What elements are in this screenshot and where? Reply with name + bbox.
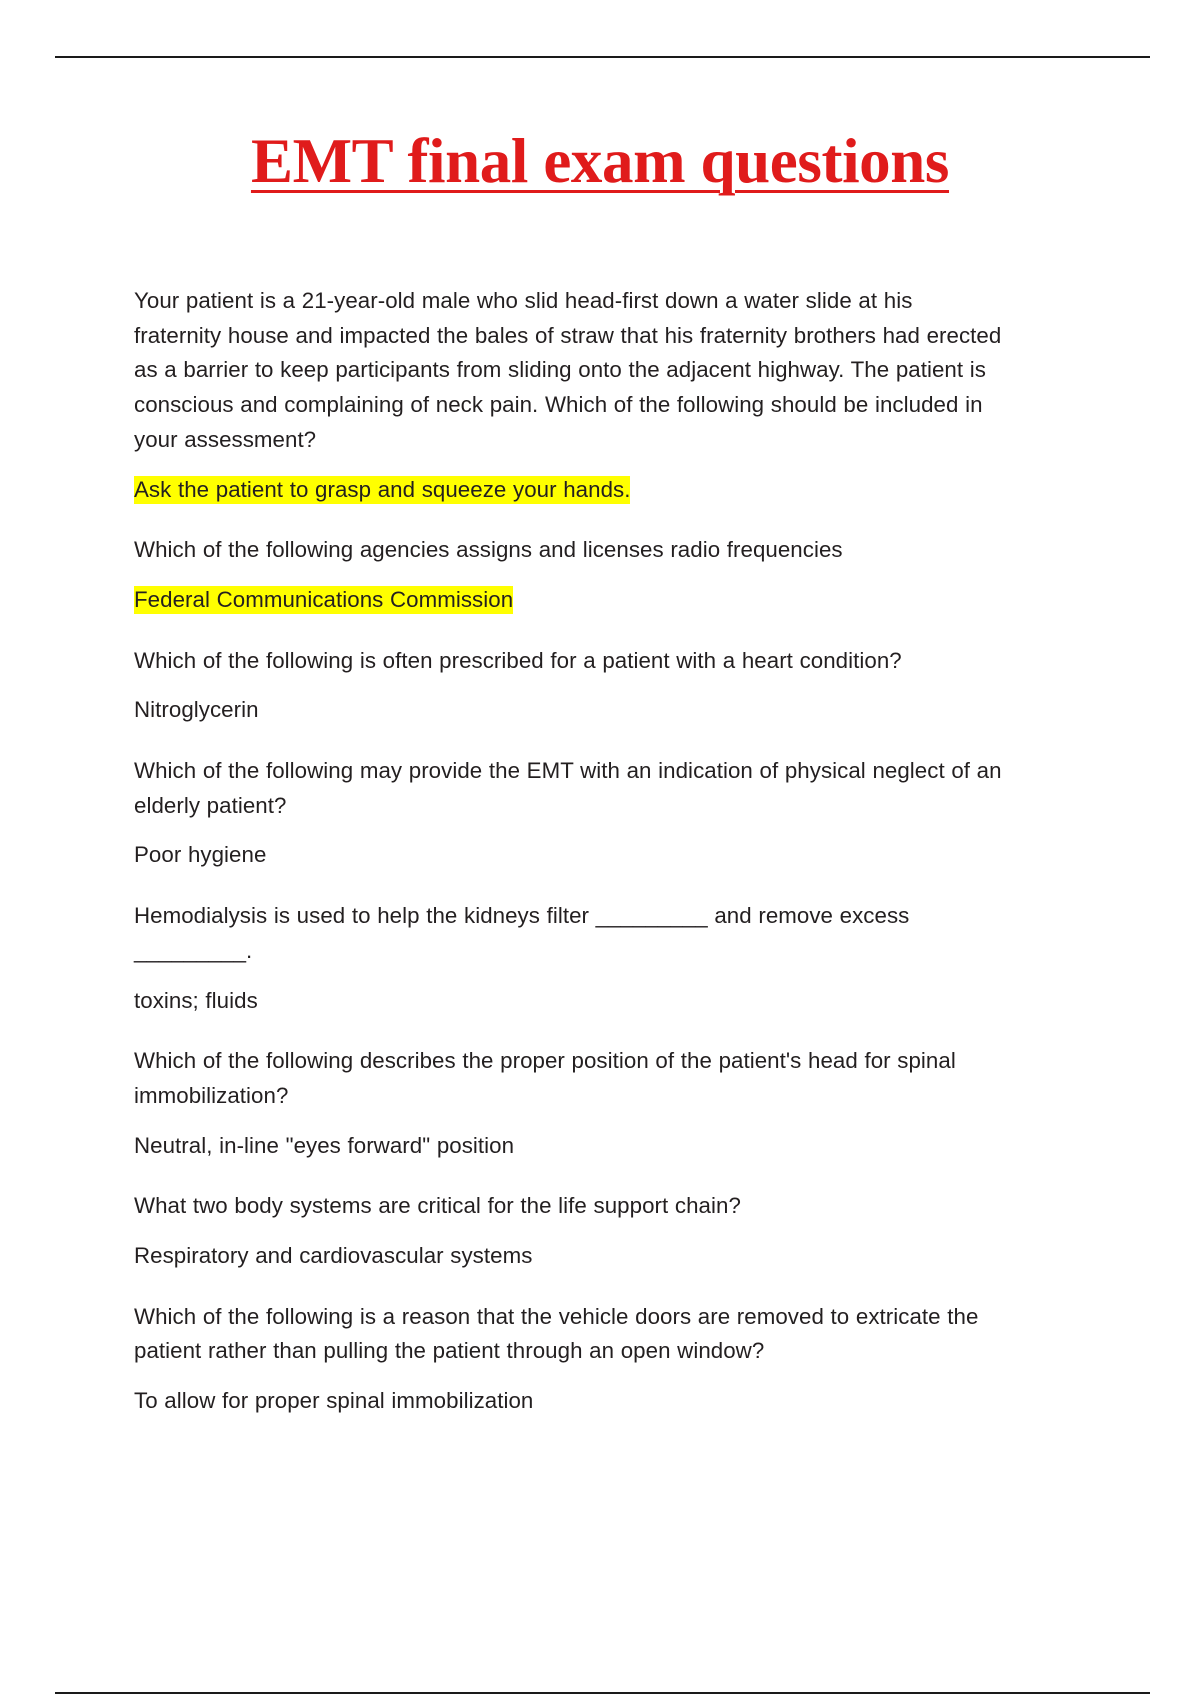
answer-paragraph	[134, 473, 1006, 508]
question-paragraph: What two body systems are critical for the life support chain?	[134, 1193, 741, 1219]
footer-rule	[55, 1692, 1150, 1694]
page-title: EMT final exam questions	[250, 126, 950, 196]
answer-paragraph: Neutral, in-line "eyes forward" position	[134, 1132, 515, 1158]
answer-paragraph: To allow for proper spinal immobilization	[134, 1388, 534, 1414]
question-paragraph: Your patient is a 21-year-old male who slid head-first down a water slide at his fraternity house and impacted the bales of straw that his fraternity brothers had erected as a barrier to keep participants from sliding onto the adjacent highway. The patient is conscious and complaining of neck pain. Which of the following should be included in your assessment?	[134, 288, 1002, 452]
question-paragraph: Which of the following agencies assigns and licenses radio frequencies	[134, 537, 843, 563]
question-paragraph: Which of the following may provide the EMT with an indication of physical neglect of an elderly patient?	[134, 758, 1002, 818]
question-paragraph: Which of the following is a reason that the vehicle doors are removed to extricate the patient rather than pulling the patient through an open window?	[134, 1303, 979, 1364]
question-paragraph: Which of the following describes the proper position of the patient's head for spinal immobilization?	[134, 1048, 956, 1108]
page-title-container	[0, 128, 1200, 195]
answer-paragraph: Respiratory and cardiovascular systems	[134, 1243, 533, 1269]
highlight-mark: Ask the patient to grasp and squeeze your hands.	[134, 476, 631, 502]
document-body	[134, 284, 1006, 1445]
answer-paragraph: Nitroglycerin	[134, 697, 259, 723]
question-paragraph: Hemodialysis is used to help the kidneys filter _________ and remove excess _________.	[134, 903, 910, 963]
highlight-mark: Federal Communications Commission	[134, 586, 514, 612]
answer-paragraph: toxins; fluids	[134, 987, 258, 1013]
question-paragraph: Which of the following is often prescribed for a patient with a heart condition?	[134, 647, 902, 673]
answer-paragraph	[134, 583, 1006, 618]
answer-paragraph: Poor hygiene	[134, 842, 267, 868]
header-rule	[55, 56, 1150, 58]
